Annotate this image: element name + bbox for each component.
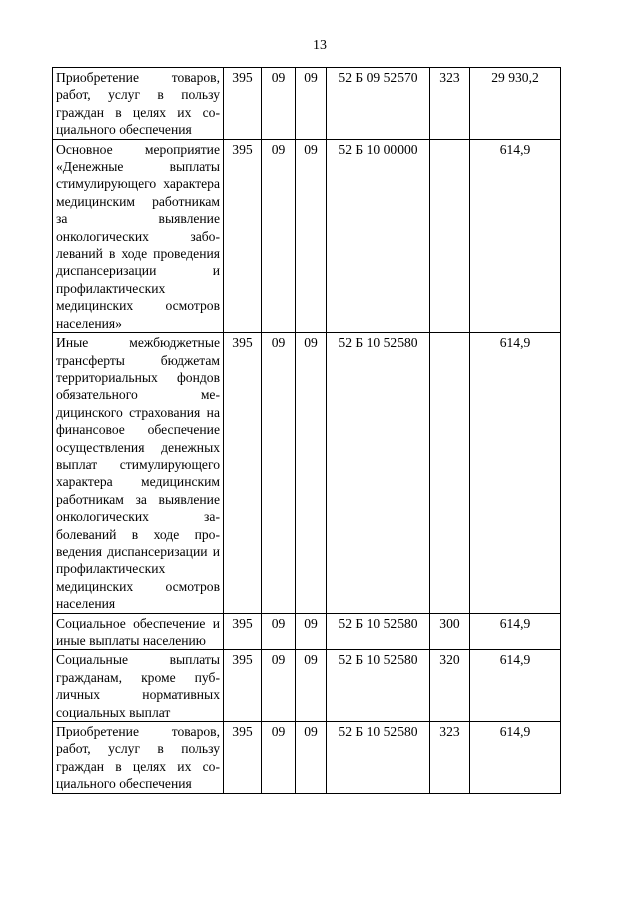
- table-row: [53, 613, 561, 650]
- subsection-code-cell: 09: [296, 722, 327, 794]
- grbs-code-cell: 395: [224, 722, 262, 794]
- row-name-cell: Приобретение товаров, работ, услуг в пользу граждан в целях их социального обеспечения: [53, 722, 224, 794]
- table-row: [53, 333, 561, 614]
- section-code-cell: 09: [262, 613, 296, 650]
- grbs-code-cell: 395: [224, 139, 262, 332]
- section-code-cell: 09: [262, 333, 296, 614]
- table-row: [53, 722, 561, 794]
- subsection-code-cell: 09: [296, 333, 327, 614]
- target-article-cell: 52 Б 10 52580: [327, 613, 430, 650]
- amount-cell: 614,9: [470, 650, 561, 722]
- row-name-cell: Иные межбюджетные трансферты бюджетам территориальных фондов обязательного медицинского страхования на финансовое обеспечение осуществления денежных выплат стимулирующего характера медицинским работникам за выявление онкологических заболеваний в ходе проведения диспансеризации и профилактических медицинских осмотров населения: [53, 333, 224, 614]
- grbs-code-cell: 395: [224, 333, 262, 614]
- target-article-cell: 52 Б 09 52570: [327, 68, 430, 140]
- grbs-code-cell: 395: [224, 613, 262, 650]
- target-article-cell: 52 Б 10 52580: [327, 650, 430, 722]
- row-name-cell: Основное мероприятие «Денежные выплаты стимулирующего характера медицинским работникам за выявление онкологических заболеваний в ходе проведения диспансеризации и профилактических медицинских осмотров населения»: [53, 139, 224, 332]
- section-code-cell: 09: [262, 139, 296, 332]
- row-name-cell: Социальное обеспечение и иные выплаты населению: [53, 613, 224, 650]
- row-name-cell: Социальные выплаты гражданам, кроме публичных нормативных социальных выплат: [53, 650, 224, 722]
- amount-cell: 614,9: [470, 613, 561, 650]
- table-row: [53, 68, 561, 140]
- amount-cell: 614,9: [470, 139, 561, 332]
- subsection-code-cell: 09: [296, 650, 327, 722]
- grbs-code-cell: 395: [224, 650, 262, 722]
- page-number: 13: [313, 38, 327, 53]
- expense-type-cell: 300: [430, 613, 470, 650]
- amount-cell: 614,9: [470, 722, 561, 794]
- row-name-cell: Приобретение товаров, работ, услуг в пользу граждан в целях их социального обеспечения: [53, 68, 224, 140]
- target-article-cell: 52 Б 10 52580: [327, 722, 430, 794]
- expense-type-cell: [430, 333, 470, 614]
- target-article-cell: 52 Б 10 00000: [327, 139, 430, 332]
- target-article-cell: 52 Б 10 52580: [327, 333, 430, 614]
- section-code-cell: 09: [262, 68, 296, 140]
- expense-type-cell: 323: [430, 68, 470, 140]
- subsection-code-cell: 09: [296, 613, 327, 650]
- grbs-code-cell: 395: [224, 68, 262, 140]
- expense-type-cell: 320: [430, 650, 470, 722]
- subsection-code-cell: 09: [296, 68, 327, 140]
- expense-type-cell: [430, 139, 470, 332]
- table-row: [53, 139, 561, 332]
- amount-cell: 29 930,2: [470, 68, 561, 140]
- budget-table: [52, 67, 561, 794]
- section-code-cell: 09: [262, 650, 296, 722]
- table-row: [53, 650, 561, 722]
- amount-cell: 614,9: [470, 333, 561, 614]
- section-code-cell: 09: [262, 722, 296, 794]
- subsection-code-cell: 09: [296, 139, 327, 332]
- expense-type-cell: 323: [430, 722, 470, 794]
